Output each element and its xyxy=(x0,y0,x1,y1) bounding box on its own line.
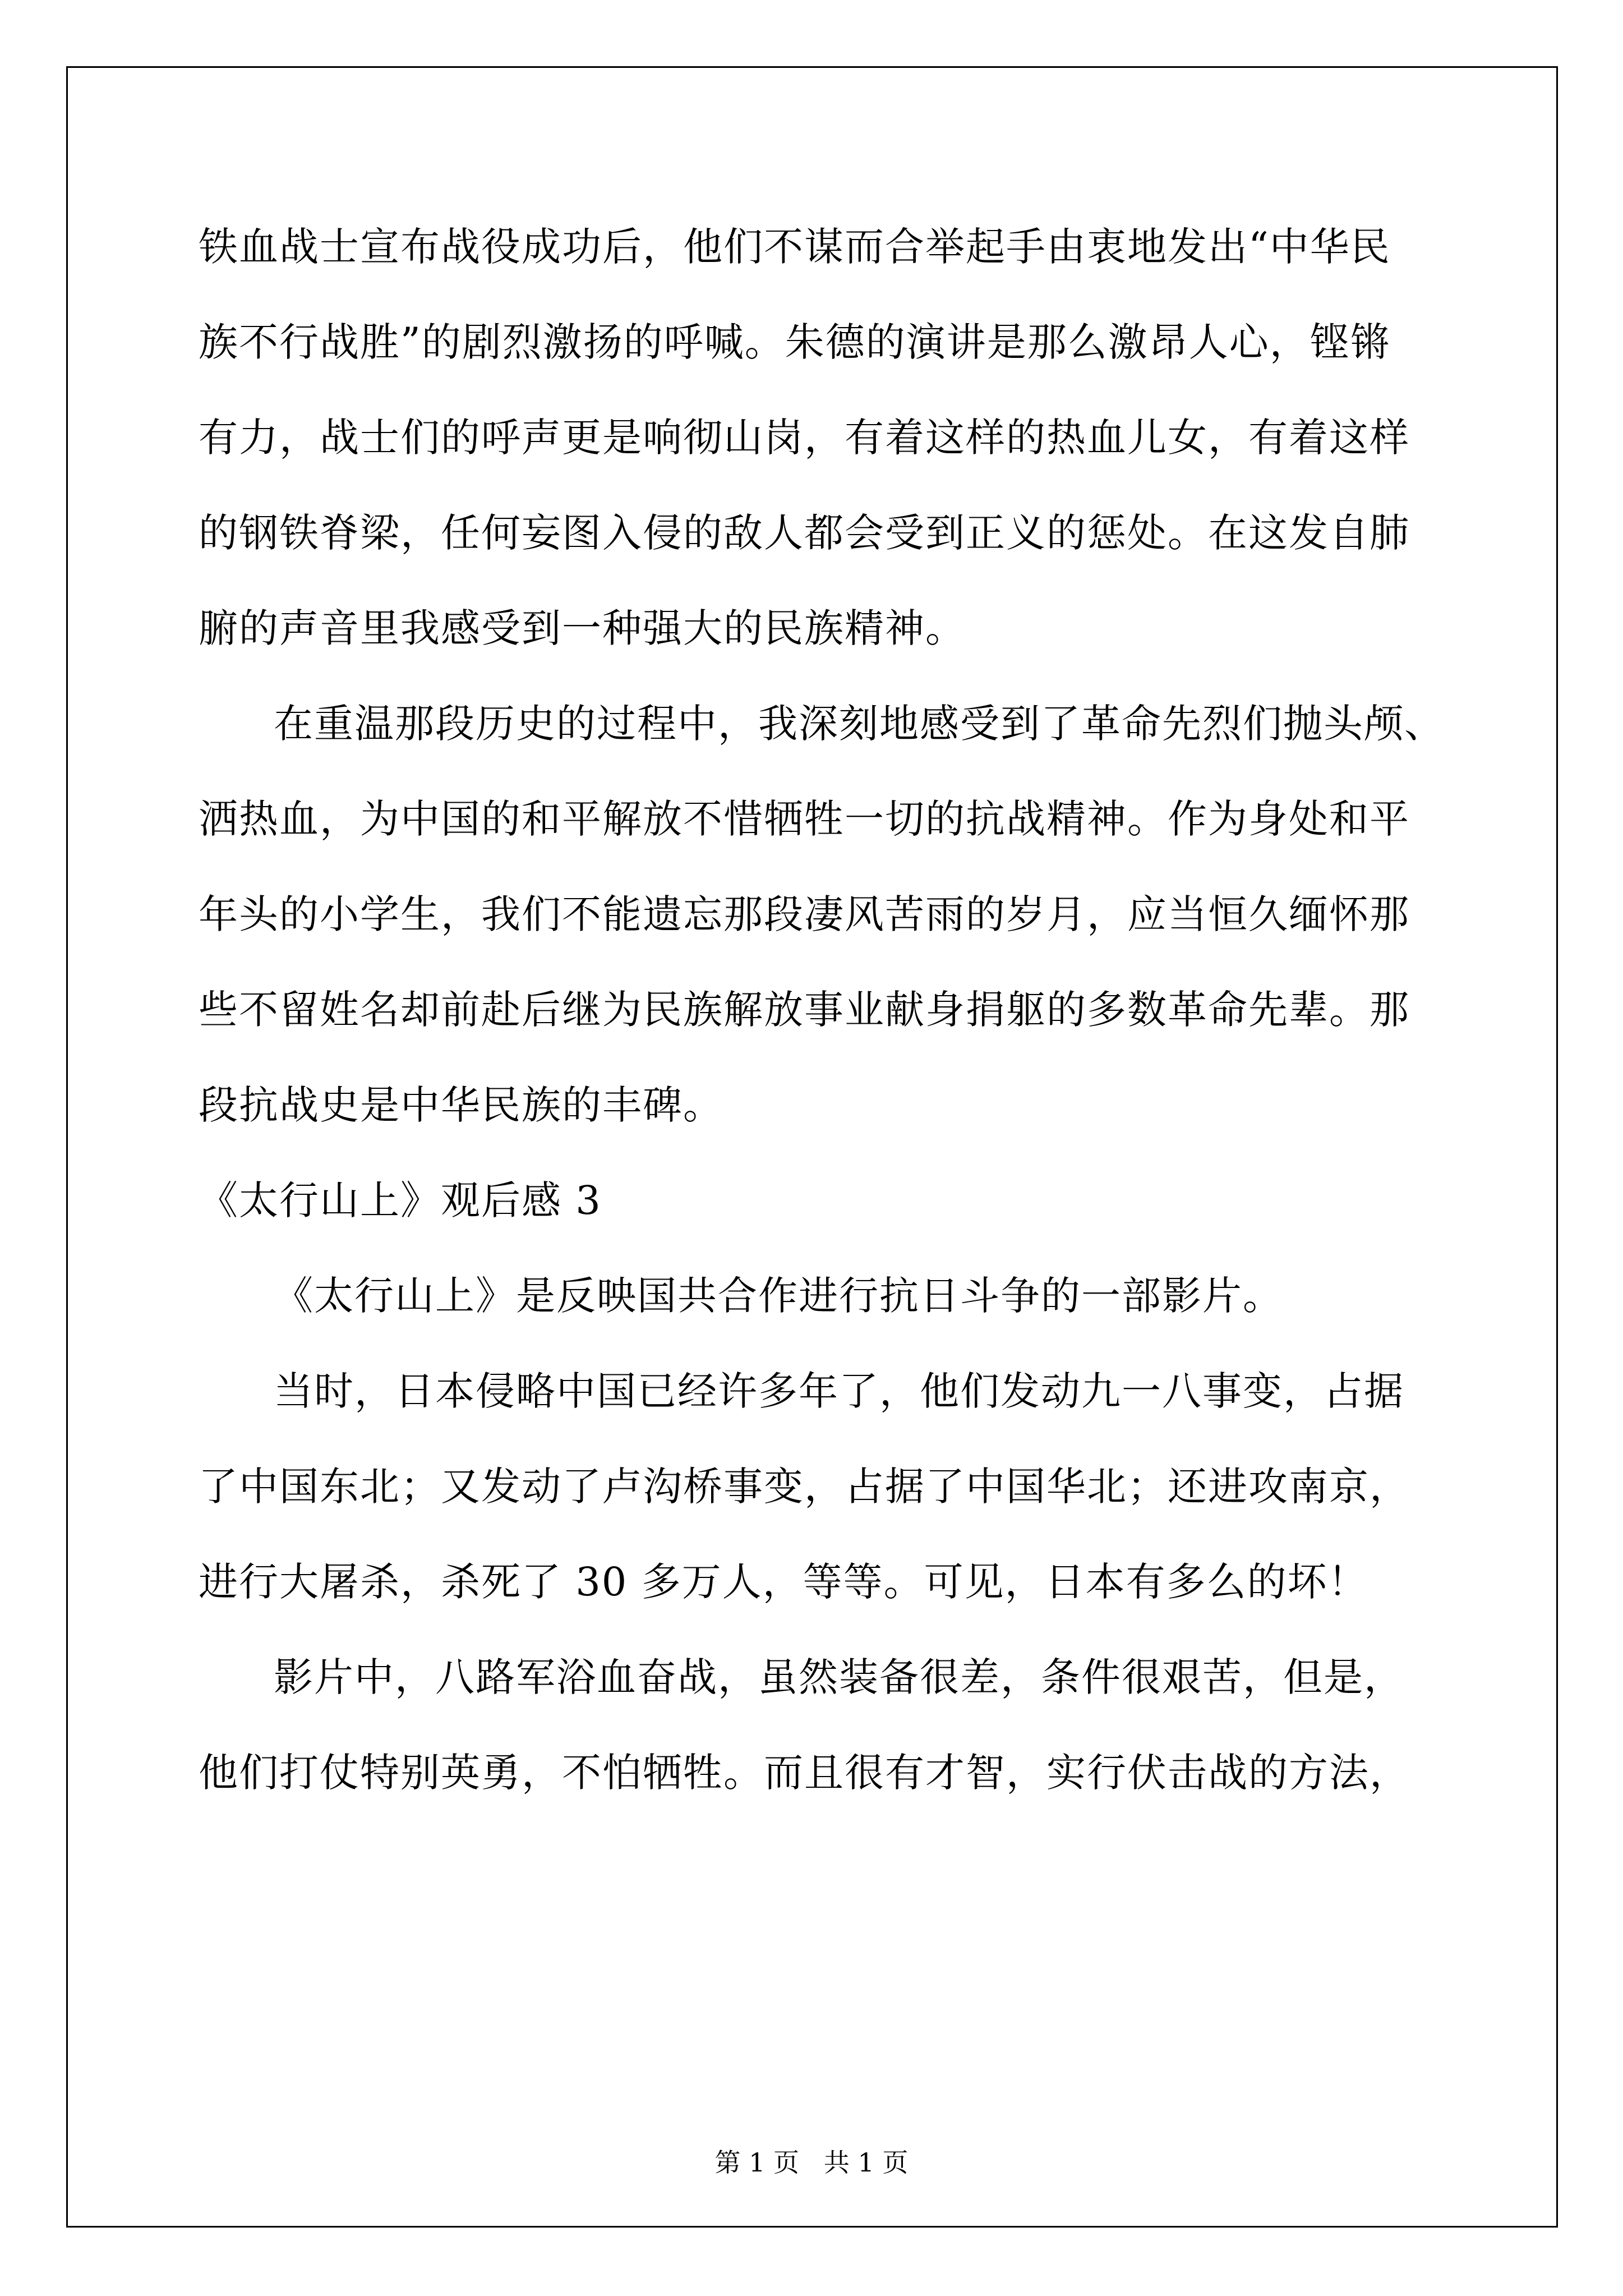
text-line: 《太行山上》是反映国共合作进行抗日斗争的一部影片。 xyxy=(274,1273,1283,1319)
text-line: 在重温那段历史的过程中，我深刻地感受到了革命先烈们抛头颅、 xyxy=(274,701,1445,747)
text-line: 的钢铁脊梁，任何妄图入侵的敌人都会受到正义的惩处。在这发自肺 xyxy=(199,510,1410,556)
section-heading: 《太行山上》观后感 3 xyxy=(199,1177,602,1223)
text-line: 有力，战士们的呼声更是响彻山岗，有着这样的热血儿女，有着这样 xyxy=(199,415,1410,461)
text-line: 些不留姓名却前赴后继为民族解放事业献身捐躯的多数革命先辈。那 xyxy=(199,987,1410,1033)
text-line: 他们打仗特别英勇，不怕牺牲。而且很有才智，实行伏击战的方法， xyxy=(199,1750,1410,1796)
text-line: 进行大屠杀，杀死了 30 多万人，等等。可见，日本有多么的坏！ xyxy=(199,1559,1368,1605)
text-line: 腑的声音里我感受到一种强大的民族精神。 xyxy=(199,605,966,651)
page-border xyxy=(66,66,1558,2228)
text-line: 洒热血，为中国的和平解放不惜牺牲一切的抗战精神。作为身处和平 xyxy=(199,796,1410,842)
text-line: 铁血战士宣布战役成功后，他们不谋而合举起手由衷地发出“中华民 xyxy=(199,224,1391,270)
text-line: 年头的小学生，我们不能遗忘那段凄风苦雨的岁月，应当恒久缅怀那 xyxy=(199,891,1410,937)
text-line: 当时，日本侵略中国已经许多年了，他们发动九一八事变，占据 xyxy=(274,1368,1404,1414)
text-line: 影片中，八路军浴血奋战，虽然装备很差，条件很艰苦，但是， xyxy=(274,1654,1404,1700)
text-line: 段抗战史是中华民族的丰碑。 xyxy=(199,1082,723,1128)
page-footer: 第 1 页 共 1 页 xyxy=(714,2147,909,2178)
text-line: 了中国东北；又发动了卢沟桥事变，占据了中国华北；还进攻南京， xyxy=(199,1464,1410,1510)
text-line: 族不行战胜”的剧烈激扬的呼喊。朱德的演讲是那么激昂人心，铿锵 xyxy=(199,319,1391,365)
